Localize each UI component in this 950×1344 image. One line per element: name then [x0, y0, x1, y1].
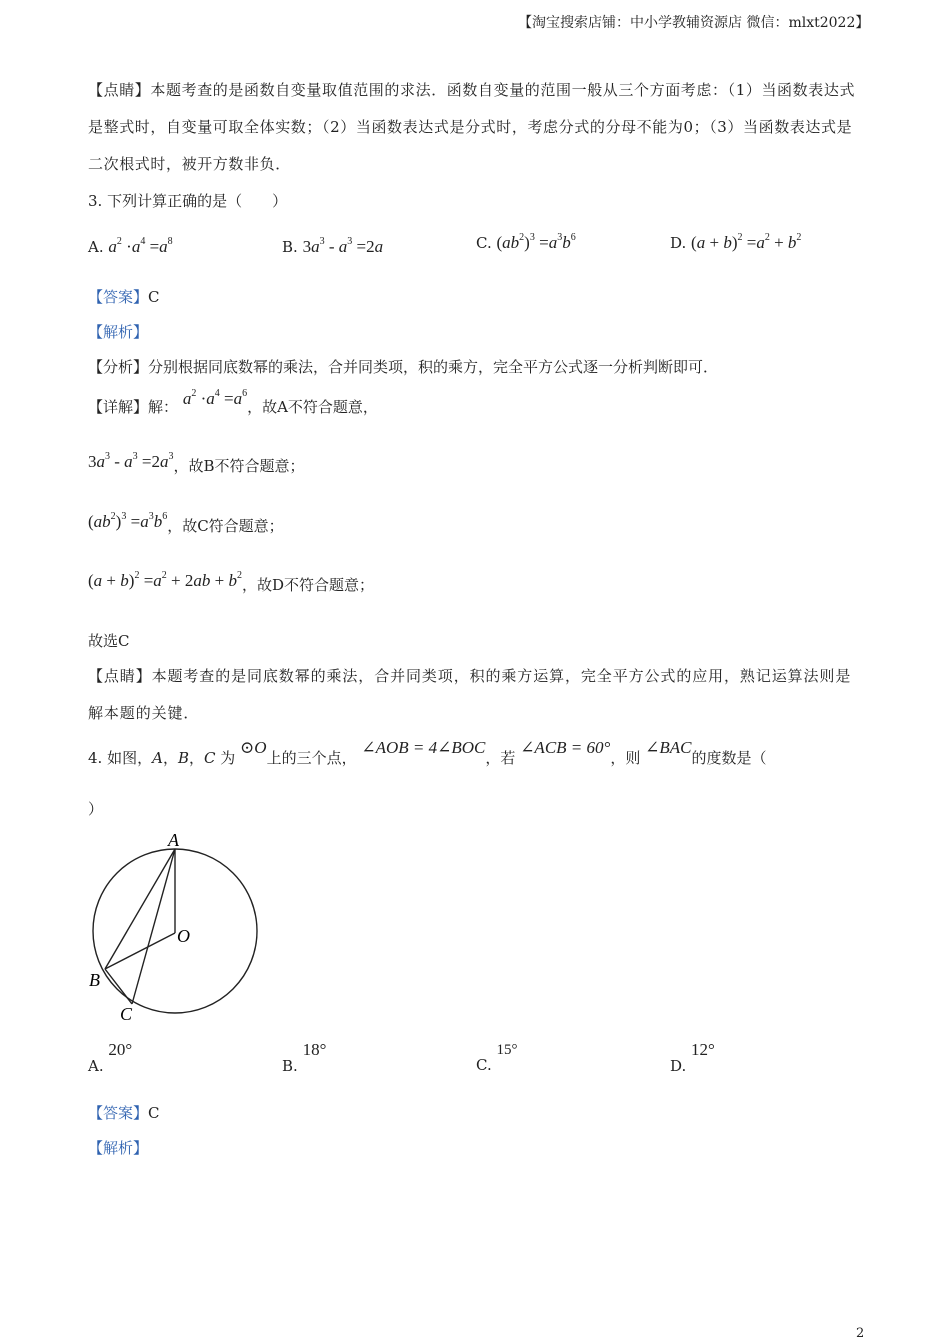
option-letter: C. [476, 1056, 492, 1074]
label-c: C [120, 1004, 133, 1024]
segment-ac [132, 849, 175, 1004]
option-expression: $a^2 \cdot a^4 =a^8$ [108, 236, 173, 256]
fenxi-text: 分别根据同底数幂的乘法，合并同类项，积的乘方，完全平方公式逐一分析判断即可． [148, 358, 719, 376]
q3-option-b [282, 236, 383, 257]
question-4-stem [88, 738, 767, 770]
answer-label: 【答案】 [88, 288, 149, 306]
option-letter: D. [670, 1057, 687, 1075]
answer-value: C [148, 288, 160, 306]
option-letter: A. [88, 238, 104, 256]
q3-detail-step-4 [88, 570, 374, 595]
stem-text: ， [162, 749, 178, 767]
step-expression: $(ab^2)^3 =a^3b^6$ [88, 511, 168, 531]
step-text: ，故A不符合题意， [247, 398, 378, 416]
step-expression: $(a + b)^2 =a^2 + 2ab + b^2$ [88, 570, 242, 590]
q4-option-c [476, 1040, 518, 1074]
step-text: ，故C符合题意； [167, 517, 284, 535]
q4-answer [88, 1102, 160, 1123]
stem-text: 为 [215, 749, 236, 767]
answer-value: C [148, 1104, 160, 1122]
tip-paragraph [88, 72, 858, 183]
label-o: O [177, 926, 190, 946]
q3-option-d [670, 232, 801, 253]
q3-answer [88, 286, 160, 307]
circle-o: ⊙O [240, 738, 267, 757]
option-expression: $3a^3 - a^3 =2a$ [302, 236, 384, 256]
q3-tip [88, 658, 858, 732]
segment-bc [105, 969, 132, 1004]
option-letter: B. [282, 1057, 298, 1075]
stem-text: 上的三个点， [266, 749, 357, 767]
detail-label: 【详解】 [88, 398, 149, 416]
q3-detail-step-3 [88, 511, 284, 536]
tip-text: 本题考查的是函数自变量取值范围的求法．函数自变量的范围一般从三个方面考虑：（1）当函数表达式是整式时，自变量可取全体实数；（2）当函数表达式是分式时，考虑分式的分母不能为0；（3）当函数表达式是二次根式时，被开方数非负． [88, 81, 856, 173]
label-a: A [168, 830, 179, 850]
question-4-stem-close: ） [88, 800, 104, 818]
step-expression: $3a^3 - a^3 =2a^3$ [88, 451, 174, 471]
option-value: 20° [108, 1040, 133, 1059]
option-letter: D. [670, 234, 687, 252]
option-letter: A. [88, 1057, 104, 1075]
option-expression: $(a + b)^2 =a^2 + b^2$ [691, 232, 802, 252]
stem-text: ，若 [485, 749, 516, 767]
page-number: 2 [856, 1326, 865, 1341]
q3-option-c [476, 232, 576, 253]
q3-choose: 故选C [88, 632, 130, 650]
tip-label: 【点睛】 [88, 81, 151, 99]
circle-figure [82, 826, 268, 1024]
q4-option-a [88, 1040, 133, 1075]
option-value: 18° [302, 1040, 327, 1059]
option-letter: C. [476, 234, 492, 252]
point-a: A [152, 749, 163, 767]
point-c: C [204, 749, 216, 767]
label-b: B [89, 970, 100, 990]
step-text: ，故D不符合题意； [241, 576, 374, 594]
stem-text: ， [188, 749, 204, 767]
page-header: 【淘宝搜索店铺：中小学教辅资源店 微信：mlxt2022】 [518, 15, 870, 31]
q3-option-a [88, 236, 173, 257]
angle-relation: ∠AOB = 4∠BOC [361, 738, 486, 757]
point-b: B [177, 749, 189, 767]
q3-analysis-label: 【解析】 [88, 323, 149, 341]
fenxi-label: 【分析】 [88, 358, 149, 376]
option-value: 12° [691, 1040, 715, 1059]
option-letter: B. [282, 238, 298, 256]
stem-text: ，则 [610, 749, 641, 767]
q4-analysis-label: 【解析】 [88, 1139, 149, 1157]
angle-bac: ∠BAC [645, 738, 692, 757]
q3-fenxi [88, 356, 718, 377]
question-3-stem: 3. 下列计算正确的是（ ） [88, 192, 288, 210]
step-text: ，故B不符合题意； [173, 457, 305, 475]
tip-label: 【点睛】 [88, 667, 152, 685]
detail-prefix: 解： [148, 398, 179, 416]
q4-option-d [670, 1040, 715, 1075]
answer-label: 【答案】 [88, 1104, 149, 1122]
q3-detail-step-1 [88, 388, 378, 417]
stem-text: 4. 如图， [88, 749, 153, 767]
q4-option-b [282, 1040, 327, 1075]
tip-text: 本题考查的是同底数幂的乘法，合并同类项，积的乘方运算，完全平方公式的应用，熟记运算法则是解本题的关键． [88, 667, 852, 722]
stem-text: 的度数是（ [691, 749, 767, 767]
angle-acb: ∠ACB = 60° [520, 738, 611, 757]
option-value: 15° [496, 1042, 518, 1058]
q3-detail-step-2 [88, 451, 305, 476]
option-expression: $(ab^2)^3 =a^3b^6$ [496, 232, 576, 252]
step-expression: $a^2 \cdot a^4 =a^6$ [182, 388, 248, 408]
